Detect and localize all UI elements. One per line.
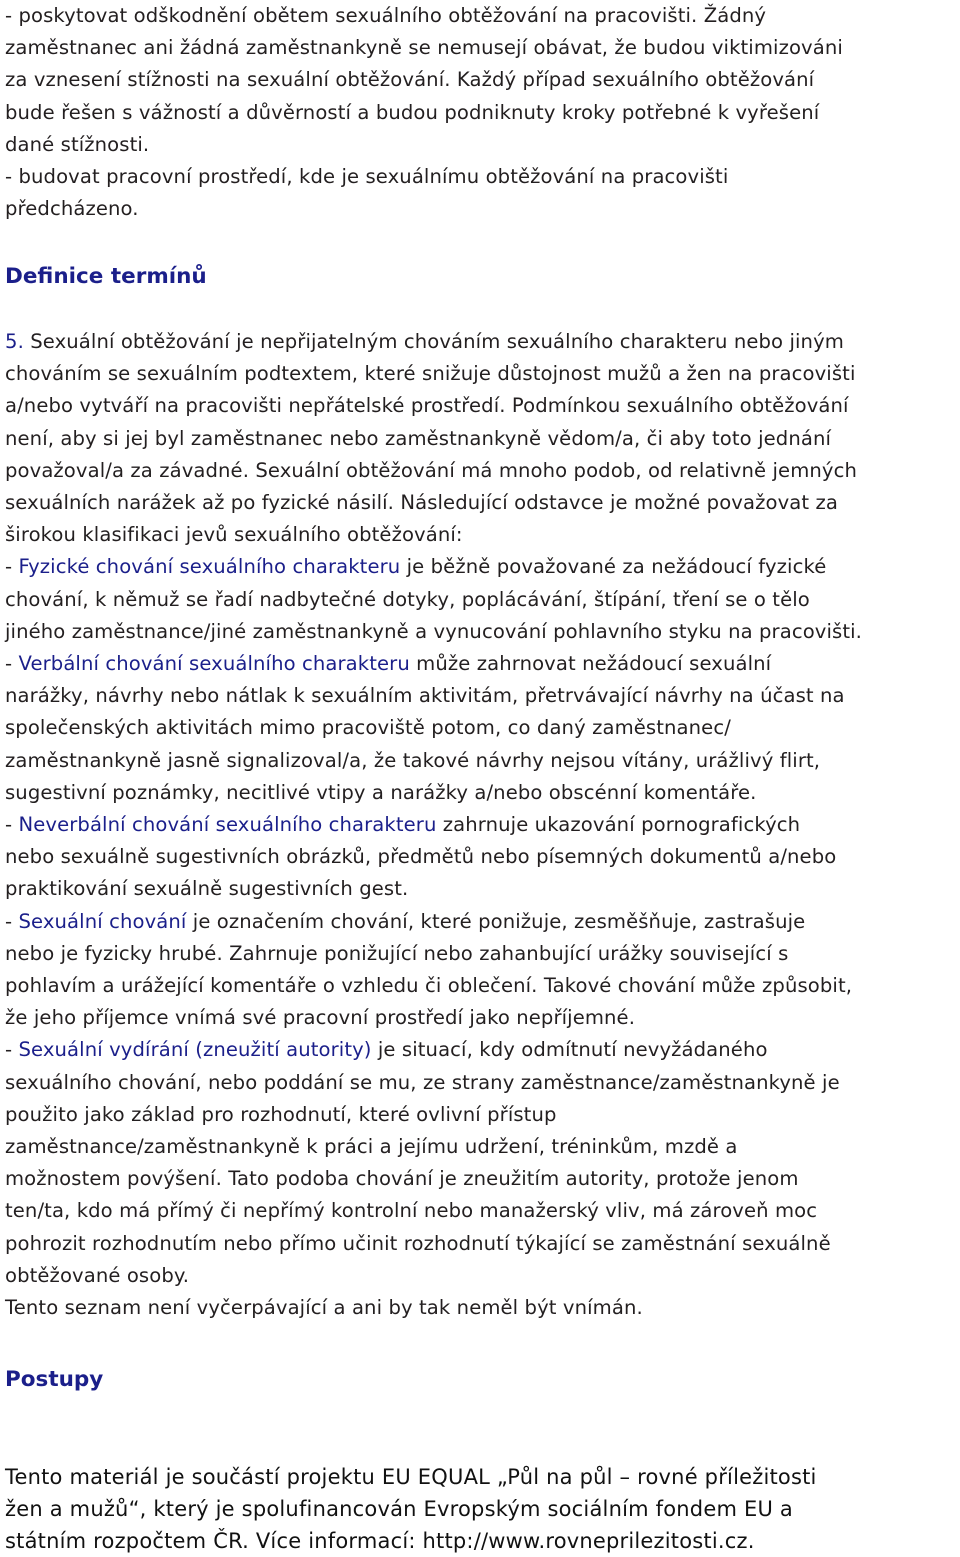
text-line: nebo je fyzicky hrubé. Zahrnuje ponižující nebo zahanbující urážky související s xyxy=(5,941,789,965)
term-sexual: Sexuální chování xyxy=(18,909,187,933)
text-line: ten/ta, kdo má přímý či nepřímý kontrolní nebo manažerský vliv, má zároveň moc xyxy=(5,1199,818,1223)
text-line: pohrozit rozhodnutím nebo přímo učinit rozhodnutí týkající se zaměstnání sexuálně xyxy=(5,1231,831,1255)
text-line: sugestivní poznámky, necitlivé vtipy a narážky a/nebo obscénní komentáře. xyxy=(5,780,757,804)
text-line: společenských aktivitách mimo pracoviště potom, co daný zaměstnanec/ xyxy=(5,716,731,740)
text-line: že jeho příjemce vnímá své pracovní prostředí jako nepříjemné. xyxy=(5,1006,636,1030)
list-item-blackmail: - Sexuální vydírání (zneužití autority) je situací, kdy odmítnutí nevyžádaného xyxy=(5,1038,768,1062)
text-line: bude řešen s vážností a důvěrností a budou podniknuty kroky potřebné k vyřešení xyxy=(5,100,820,124)
text-line: zaměstnance/zaměstnankyně k práci a jejímu udržení, tréninkům, mzdě a xyxy=(5,1135,738,1159)
text-line: jiného zaměstnance/jiné zaměstnankyně a vynucování pohlavního styku na pracovišti. xyxy=(5,619,862,643)
text-line: širokou klasifikaci jevů sexuálního obtěžování: xyxy=(5,523,463,547)
text-line: chováním se sexuálním podtextem, které snižuje důstojnost mužů a žen na pracovišti xyxy=(5,362,856,386)
text-line: zaměstnanec ani žádná zaměstnankyně se nemusejí obávat, že budou viktimizováni xyxy=(5,36,843,60)
footer-line: státním rozpočtem ČR. Více informací: http://www.rovneprilezitosti.cz. xyxy=(5,1529,755,1553)
term-physical: Fyzické chování sexuálního charakteru xyxy=(18,555,401,579)
list-item-nonverbal: - Neverbální chování sexuálního charakteru zahrnuje ukazování pornografických xyxy=(5,813,801,837)
term-nonverbal: Neverbální chování sexuálního charakteru xyxy=(18,813,437,837)
section-heading-procedures: Postupy xyxy=(5,1367,104,1392)
text-line: za vznesení stížnosti na sexuální obtěžování. Každý případ sexuálního obtěžování xyxy=(5,68,815,92)
text-line: považoval/a za závadné. Sexuální obtěžování má mnoho podob, od relativně jemných xyxy=(5,458,857,482)
text-line: sexuálních narážek až po fyzické násilí. Následující odstavce je možné považovat za xyxy=(5,491,838,515)
text-line: předcházeno. xyxy=(5,197,139,221)
text-line: chování, k němuž se řadí nadbytečné dotyky, poplácávání, štípání, tření se o tělo xyxy=(5,587,810,611)
section-number: 5. xyxy=(5,330,24,353)
footer-note xyxy=(5,1461,817,1557)
text-line: zaměstnankyně jasně signalizoval/a, že takové návrhy nejsou vítány, urážlivý flirt, xyxy=(5,748,821,772)
text-line: není, aby si jej byl zaměstnanec nebo zaměstnankyně vědom/a, či aby toto jednání xyxy=(5,426,832,450)
text-line: - poskytovat odškodnění obětem sexuálního obtěžování na pracovišti. Žádný xyxy=(5,4,767,27)
term-verbal: Verbální chování sexuálního charakteru xyxy=(18,652,410,676)
text-line: pohlavím a urážející komentáře o vzhledu či oblečení. Takové chování může způsobit, xyxy=(5,974,853,998)
text-line: 5. Sexuální obtěžování je nepřijatelným chováním sexuálního charakteru nebo jiným xyxy=(5,330,844,353)
section-5-paragraph xyxy=(5,326,862,1324)
list-item-verbal: - Verbální chování sexuálního charakteru může zahrnovat nežádoucí sexuální xyxy=(5,652,772,676)
text-line: - budovat pracovní prostředí, kde je sexuálnímu obtěžování na pracovišti xyxy=(5,165,729,189)
section-heading-definitions: Definice termínů xyxy=(5,264,207,289)
text-line: obtěžované osoby. xyxy=(5,1263,190,1287)
list-item-sexual: - Sexuální chování je označením chování, které ponižuje, zesměšňuje, zastrašuje xyxy=(5,909,806,933)
text-line: použito jako základ pro rozhodnutí, které ovlivní přístup xyxy=(5,1102,557,1126)
text-line: možnostem povýšení. Tato podoba chování je zneužitím autority, protože jenom xyxy=(5,1167,799,1191)
closing-sentence: Tento seznam není vyčerpávající a ani by tak neměl být vnímán. xyxy=(5,1296,643,1320)
footer-line: žen a mužů“, který je spolufinancován Evropským sociálním fondem EU a xyxy=(5,1497,793,1521)
text-line: narážky, návrhy nebo nátlak k sexuálním aktivitám, přetrvávající návrhy na účast na xyxy=(5,684,845,708)
text-line: a/nebo vytváří na pracovišti nepřátelské prostředí. Podmínkou sexuálního obtěžování xyxy=(5,394,849,418)
text-line: dané stížnosti. xyxy=(5,132,150,156)
text-line: nebo sexuálně sugestivních obrázků, předmětů nebo písemných dokumentů a/nebo xyxy=(5,845,837,869)
text-line: sexuálního chování, nebo poddání se mu, ze strany zaměstnance/zaměstnankyně je xyxy=(5,1070,840,1094)
text-line: praktikování sexuálně sugestivních gest. xyxy=(5,877,409,901)
intro-paragraph xyxy=(5,0,843,225)
footer-line: Tento materiál je součástí projektu EU EQUAL „Půl na půl – rovné příležitosti xyxy=(5,1465,817,1489)
list-item-physical: - Fyzické chování sexuálního charakteru je běžně považované za nežádoucí fyzické xyxy=(5,555,827,579)
term-blackmail: Sexuální vydírání (zneužití autority) xyxy=(18,1038,372,1062)
